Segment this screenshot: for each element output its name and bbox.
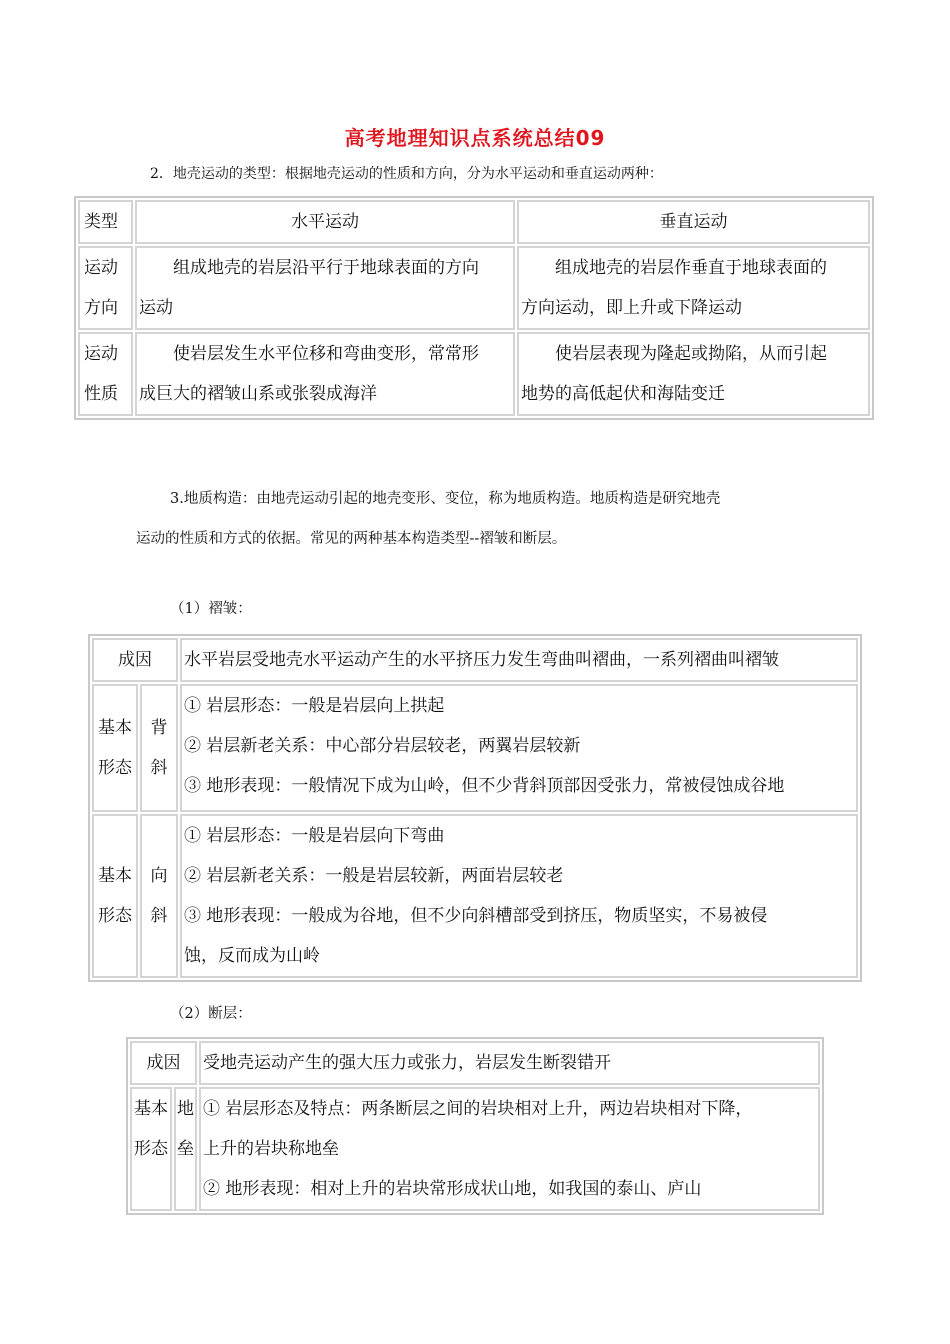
fault-cause-text: 受地壳运动产生的强大压力或张力，岩层发生断裂错开 (199, 1041, 820, 1085)
anticline-type: 背斜 (140, 684, 178, 812)
vertical-nature-cell: 使岩层表现为隆起或拗陷，从而引起 地势的高低起伏和海陆变迁 (517, 332, 870, 416)
movement-types-table (74, 196, 874, 420)
section2-intro: 2．地壳运动的类型：根据地壳运动的性质和方向，分为水平运动和垂直运动两种： (150, 166, 663, 182)
horst-details (199, 1087, 820, 1211)
horizontal-direction-cell: 组成地壳的岩层沿平行于地球表面的方向 运动 (135, 246, 515, 330)
anticline-item-3: ③ 地形表现：一般情况下成为山岭，但不少背斜顶部因受张力，常被侵蚀成谷地 (184, 776, 785, 796)
anticline-item-1: ① 岩层形态：一般是岩层向上拱起 (184, 696, 445, 716)
anticline-item-2: ② 岩层新老关系：中心部分岩层较老，两翼岩层较新 (184, 736, 581, 756)
syncline-item-3-cont: 蚀，反而成为山岭 (184, 946, 320, 966)
horst-type: 地 垒 (174, 1087, 197, 1211)
syncline-item-2: ② 岩层新老关系：一般是岩层较新，两面岩层较老 (184, 866, 564, 886)
table-row (78, 332, 870, 416)
fold-cause-label: 成因 (92, 638, 178, 682)
table-row (78, 246, 870, 330)
header-type: 类型 (78, 200, 133, 244)
table-header-row (78, 200, 870, 244)
horst-item-2: ② 地形表现：相对上升的岩块常形成状山地，如我国的泰山、庐山 (203, 1179, 702, 1199)
table-row (92, 684, 858, 812)
syncline-item-3: ③ 地形表现：一般成为谷地，但不少向斜槽部受到挤压，物质坚实，不易被侵 (184, 906, 768, 926)
table-row (92, 814, 858, 978)
row-label: 运动 方向 (78, 246, 133, 330)
syncline-details (180, 814, 858, 978)
syncline-type: 向斜 (140, 814, 178, 978)
syncline-form-label: 基本 形态 (92, 814, 138, 978)
horst-item-1-cont: 上升的岩块称地垒 (203, 1139, 339, 1159)
fold-heading: （1）褶皱： (170, 601, 252, 617)
fault-cause-label: 成因 (130, 1041, 197, 1085)
header-horizontal: 水平运动 (135, 200, 515, 244)
fault-table (126, 1037, 824, 1215)
vertical-direction-cell: 组成地壳的岩层作垂直于地球表面的 方向运动，即上升或下降运动 (517, 246, 870, 330)
document-title: 高考地理知识点系统总结09 (344, 126, 606, 150)
anticline-details (180, 684, 858, 812)
row-label: 运动 性质 (78, 332, 133, 416)
horizontal-nature-cell: 使岩层发生水平位移和弯曲变形，常常形 成巨大的褶皱山系或张裂成海洋 (135, 332, 515, 416)
section3-line1: 3.地质构造：由地壳运动引起的地壳变形、变位，称为地质构造。地质构造是研究地壳 (170, 491, 721, 507)
horst-form-label: 基本 形态 (130, 1087, 172, 1211)
horst-item-1: ① 岩层形态及特点：两条断层之间的岩块相对上升，两边岩块相对下降， (203, 1099, 753, 1119)
fault-heading: （2）断层： (170, 1006, 252, 1022)
table-row (130, 1041, 820, 1085)
table-row (92, 638, 858, 682)
fold-cause-text: 水平岩层受地壳水平运动产生的水平挤压力发生弯曲叫褶曲，一系列褶曲叫褶皱 (180, 638, 858, 682)
section3-line2: 运动的性质和方式的依据。常见的两种基本构造类型--褶皱和断层。 (136, 531, 567, 547)
header-vertical: 垂直运动 (517, 200, 870, 244)
fold-table (88, 634, 862, 982)
syncline-item-1: ① 岩层形态：一般是岩层向下弯曲 (184, 826, 445, 846)
anticline-form-label: 基本 形态 (92, 684, 138, 812)
table-row (130, 1087, 820, 1211)
